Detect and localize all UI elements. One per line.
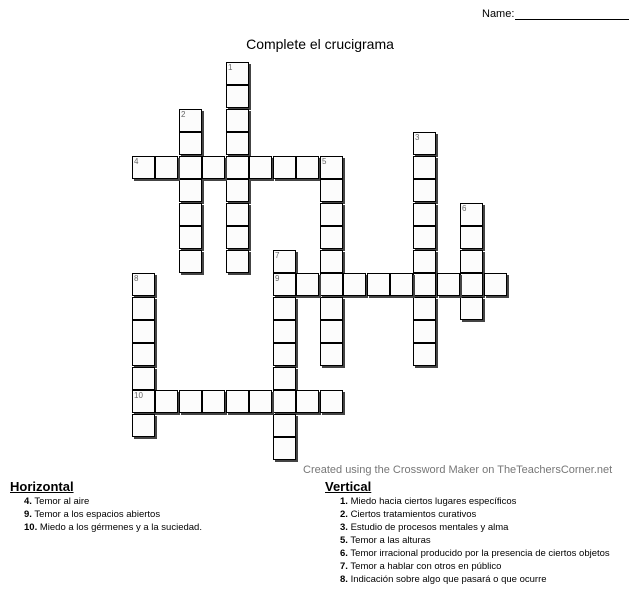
clue: 4. Temor al aire	[24, 496, 90, 507]
crossword-cell[interactable]	[320, 297, 343, 320]
crossword-cell[interactable]	[179, 156, 202, 179]
clue-number: 8	[134, 274, 139, 283]
name-field	[482, 8, 629, 20]
crossword-cell[interactable]	[249, 390, 272, 413]
crossword-cell[interactable]	[320, 156, 343, 179]
crossword-cell[interactable]	[273, 250, 296, 273]
crossword-cell[interactable]	[320, 390, 343, 413]
crossword-cell[interactable]	[132, 343, 155, 366]
crossword-cell[interactable]	[273, 367, 296, 390]
crossword-cell[interactable]	[273, 297, 296, 320]
crossword-cell[interactable]	[367, 273, 390, 296]
crossword-cell[interactable]	[273, 343, 296, 366]
crossword-cell[interactable]	[460, 203, 483, 226]
crossword-cell[interactable]	[413, 156, 436, 179]
crossword-cell[interactable]	[413, 250, 436, 273]
crossword-cell[interactable]	[320, 179, 343, 202]
crossword-cell[interactable]	[249, 156, 272, 179]
crossword-cell[interactable]	[460, 226, 483, 249]
crossword-cell[interactable]	[460, 273, 483, 296]
clue-number: 3	[415, 133, 420, 142]
crossword-cell[interactable]	[296, 273, 319, 296]
crossword-cell[interactable]	[226, 62, 249, 85]
clue-number: 5	[322, 157, 327, 166]
name-line	[515, 8, 629, 20]
crossword-cell[interactable]	[179, 132, 202, 155]
horizontal-clues	[24, 495, 294, 534]
crossword-cell[interactable]	[273, 390, 296, 413]
crossword-cell[interactable]	[132, 390, 155, 413]
clue: 8. Indicación sobre algo que pasará o que ocurre	[340, 574, 547, 585]
crossword-cell[interactable]	[273, 320, 296, 343]
crossword-cell[interactable]	[484, 273, 507, 296]
crossword-cell[interactable]	[460, 297, 483, 320]
clue: 5. Temor a las alturas	[340, 535, 431, 546]
crossword-cell[interactable]	[296, 156, 319, 179]
crossword-cell[interactable]	[413, 297, 436, 320]
crossword-cell[interactable]	[413, 132, 436, 155]
crossword-cell[interactable]	[226, 109, 249, 132]
crossword-cell[interactable]	[226, 390, 249, 413]
crossword-cell[interactable]	[226, 226, 249, 249]
crossword-cell[interactable]	[413, 226, 436, 249]
crossword-cell[interactable]	[320, 320, 343, 343]
crossword-cell[interactable]	[273, 414, 296, 437]
crossword-cell[interactable]	[155, 390, 178, 413]
crossword-cell[interactable]	[413, 179, 436, 202]
name-label: Name:	[482, 8, 515, 20]
clue: 9. Temor a los espacios abiertos	[24, 509, 161, 520]
clue: 3. Estudio de procesos mentales y alma	[340, 522, 509, 533]
crossword-cell[interactable]	[179, 179, 202, 202]
crossword-cell[interactable]	[320, 250, 343, 273]
clue-number: 2	[181, 110, 186, 119]
horizontal-heading: Horizontal	[10, 479, 74, 494]
clue-number: 6	[462, 204, 467, 213]
vertical-heading: Vertical	[325, 479, 372, 494]
crossword-cell[interactable]	[179, 390, 202, 413]
vertical-clues	[340, 495, 632, 586]
crossword-cell[interactable]	[343, 273, 366, 296]
crossword-cell[interactable]	[413, 343, 436, 366]
crossword-cell[interactable]	[273, 273, 296, 296]
crossword-cell[interactable]	[226, 179, 249, 202]
clue-number: 10	[134, 391, 143, 400]
crossword-cell[interactable]	[179, 109, 202, 132]
crossword-cell[interactable]	[155, 156, 178, 179]
crossword-cell[interactable]	[226, 203, 249, 226]
crossword-cell[interactable]	[320, 343, 343, 366]
clue-number: 1	[228, 63, 233, 72]
crossword-cell[interactable]	[273, 156, 296, 179]
clue: 10. Miedo a los gérmenes y a la suciedad.	[24, 522, 202, 533]
crossword-cell[interactable]	[226, 156, 249, 179]
crossword-cell[interactable]	[390, 273, 413, 296]
clue-number: 4	[134, 157, 139, 166]
clue: 7. Temor a hablar con otros en público	[340, 561, 502, 572]
crossword-cell[interactable]	[132, 367, 155, 390]
clue: 1. Miedo hacia ciertos lugares específicos	[340, 496, 517, 507]
clue-number: 7	[275, 251, 280, 260]
crossword-cell[interactable]	[179, 226, 202, 249]
crossword-cell[interactable]	[132, 320, 155, 343]
crossword-cell[interactable]	[179, 203, 202, 226]
crossword-cell[interactable]	[132, 414, 155, 437]
credit-text: Created using the Crossword Maker on TheTeachersCorner.net	[303, 464, 613, 476]
crossword-cell[interactable]	[226, 85, 249, 108]
crossword-cell[interactable]	[320, 226, 343, 249]
crossword-cell[interactable]	[132, 273, 155, 296]
clue-number: 9	[275, 274, 280, 283]
crossword-cell[interactable]	[226, 132, 249, 155]
crossword-cell[interactable]	[226, 250, 249, 273]
crossword-cell[interactable]	[413, 320, 436, 343]
crossword-cell[interactable]	[437, 273, 460, 296]
crossword-cell[interactable]	[296, 390, 319, 413]
crossword-cell[interactable]	[202, 156, 225, 179]
clue: 6. Temor irracional producido por la presencia de ciertos objetos	[340, 548, 610, 559]
crossword-cell[interactable]	[413, 273, 436, 296]
crossword-cell[interactable]	[460, 250, 483, 273]
crossword-cell[interactable]	[202, 390, 225, 413]
crossword-cell[interactable]	[413, 203, 436, 226]
clue: 2. Ciertos tratamientos curativos	[340, 509, 477, 520]
crossword-cell[interactable]	[320, 203, 343, 226]
page-title: Complete el crucigrama	[246, 36, 394, 52]
crossword-cell[interactable]	[132, 156, 155, 179]
crossword-cell[interactable]	[320, 273, 343, 296]
crossword-cell[interactable]	[273, 437, 296, 460]
crossword-cell[interactable]	[179, 250, 202, 273]
crossword-cell[interactable]	[132, 297, 155, 320]
